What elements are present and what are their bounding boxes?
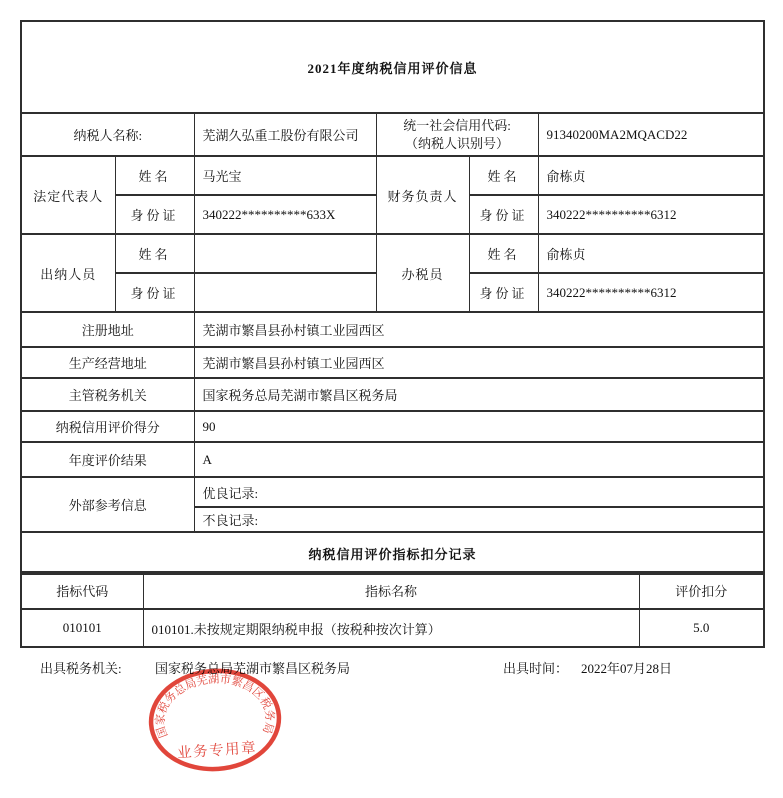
table-row bbox=[21, 609, 764, 647]
bad-record-label: 不良记录: bbox=[194, 507, 764, 532]
business-address-label: 生产经营地址 bbox=[21, 347, 194, 378]
cashier-id-label: 身份证 bbox=[115, 273, 194, 312]
tax-authority-value: 国家税务总局芜湖市繁昌区税务局 bbox=[194, 378, 764, 411]
cashier-role-label: 出纳人员 bbox=[21, 234, 115, 312]
seal-ring-text: 国家税务总局芜湖市繁昌区税务局 bbox=[154, 673, 276, 740]
taxpayer-name-value: 芜湖久弘重工股份有限公司 bbox=[194, 113, 376, 156]
issuing-authority-value: 国家税务总局芜湖市繁昌区税务局 bbox=[155, 661, 351, 676]
business-address-value: 芜湖市繁昌县孙村镇工业园西区 bbox=[194, 347, 764, 378]
tax-clerk-id-value: 340222**********6312 bbox=[538, 273, 764, 312]
legal-rep-name-label: 姓名 bbox=[115, 156, 194, 195]
tax-clerk-id-label: 身份证 bbox=[469, 273, 538, 312]
finance-officer-role-label: 财务负责人 bbox=[376, 156, 469, 234]
annual-rating-value: A bbox=[194, 442, 764, 477]
credit-code-label-line1: 统一社会信用代码: bbox=[403, 117, 511, 133]
column-header-indicator-name: 指标名称 bbox=[143, 572, 639, 609]
issue-time-value: 2022年07月28日 bbox=[581, 661, 673, 676]
deduction-row-name: 010101.未按规定期限纳税申报（按税种按次计算） bbox=[143, 609, 639, 647]
deduction-row-code: 010101 bbox=[21, 609, 143, 647]
column-header-indicator-code: 指标代码 bbox=[21, 572, 143, 609]
page-title: 2021年度纳税信用评价信息 bbox=[21, 21, 764, 113]
legal-rep-id-label: 身份证 bbox=[115, 195, 194, 234]
column-header-deduction-score: 评价扣分 bbox=[639, 572, 764, 609]
issue-time-label: 出具时间： bbox=[503, 661, 569, 676]
tax-authority-label: 主管税务机关 bbox=[21, 378, 194, 411]
cashier-name-label: 姓名 bbox=[115, 234, 194, 273]
deduction-section-title: 纳税信用评价指标扣分记录 bbox=[21, 532, 764, 574]
credit-code-label-line2: （纳税人识别号） bbox=[404, 135, 509, 151]
finance-officer-name-label: 姓名 bbox=[469, 156, 538, 195]
credit-code-value: 91340200MA2MQACD22 bbox=[538, 113, 764, 156]
deduction-table bbox=[20, 571, 765, 648]
registered-address-value: 芜湖市繁昌县孙村镇工业园西区 bbox=[194, 312, 764, 347]
finance-officer-id-value: 340222**********6312 bbox=[538, 195, 764, 234]
external-reference-label: 外部参考信息 bbox=[21, 477, 194, 532]
credit-score-value: 90 bbox=[194, 411, 764, 442]
legal-rep-role-label: 法定代表人 bbox=[21, 156, 115, 234]
credit-score-label: 纳税信用评价得分 bbox=[21, 411, 194, 442]
finance-officer-id-label: 身份证 bbox=[469, 195, 538, 234]
tax-clerk-name-label: 姓名 bbox=[469, 234, 538, 273]
seal-bottom-text: 业务专用章 bbox=[176, 740, 258, 762]
cashier-id-value bbox=[194, 273, 376, 312]
tax-credit-info-table bbox=[20, 20, 765, 575]
issuing-authority-label: 出具税务机关: bbox=[40, 661, 122, 676]
annual-rating-label: 年度评价结果 bbox=[21, 442, 194, 477]
legal-rep-id-value: 340222**********633X bbox=[194, 195, 376, 234]
credit-code-label bbox=[376, 113, 538, 156]
footer bbox=[0, 658, 783, 678]
finance-officer-name-value: 俞栋贞 bbox=[538, 156, 764, 195]
deduction-row-score: 5.0 bbox=[639, 609, 764, 647]
cashier-name-value bbox=[194, 234, 376, 273]
official-seal-stamp bbox=[143, 660, 291, 782]
taxpayer-name-label: 纳税人名称: bbox=[21, 113, 194, 156]
tax-clerk-role-label: 办税员 bbox=[376, 234, 469, 312]
registered-address-label: 注册地址 bbox=[21, 312, 194, 347]
tax-clerk-name-value: 俞栋贞 bbox=[538, 234, 764, 273]
legal-rep-name-value: 马光宝 bbox=[194, 156, 376, 195]
good-record-label: 优良记录: bbox=[194, 477, 764, 507]
